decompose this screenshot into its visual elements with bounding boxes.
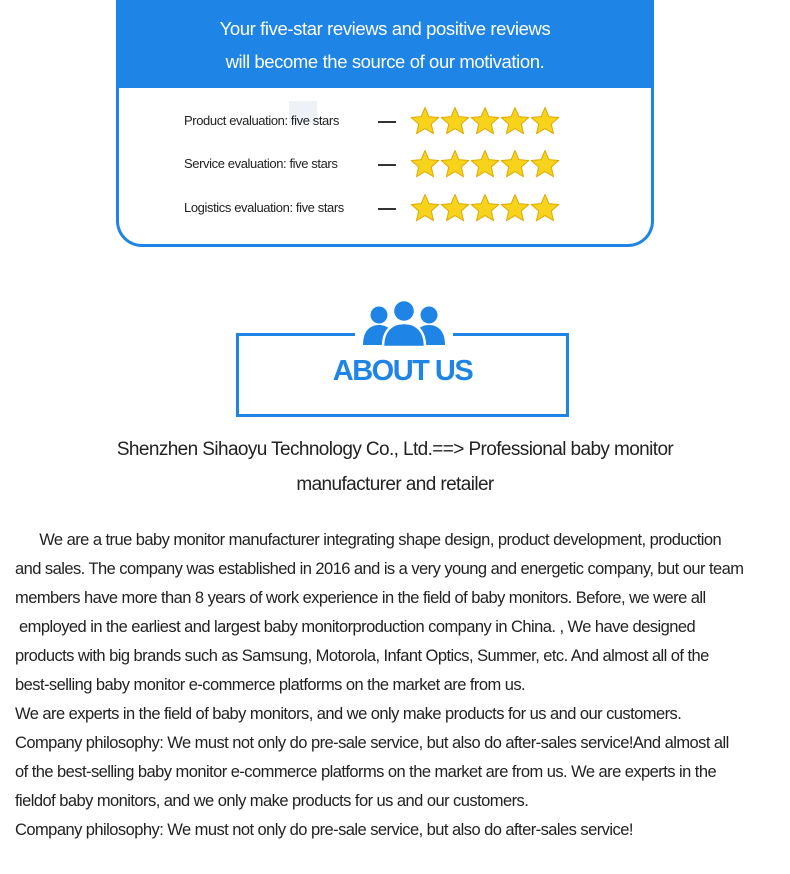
- star-icon: [470, 105, 500, 137]
- body-line: We are a true baby monitor manufacturer integrating shape design, product development, production: [15, 531, 722, 549]
- star-icon: [530, 105, 560, 137]
- review-header-line1: Your five-star reviews and positive reviews: [219, 18, 551, 39]
- star-rating: [410, 105, 560, 139]
- star-icon: [500, 105, 530, 137]
- about-body-text: [15, 526, 785, 845]
- body-line: Company philosophy: We must not only do pre-sale service, but also do after-sales service!: [15, 821, 633, 839]
- star-rating: [410, 192, 560, 226]
- review-header-line2: will become the source of our motivation.: [225, 51, 545, 72]
- body-line: members have more than 8 years of work experience in the field of baby monitors. Before, we were all: [15, 589, 706, 607]
- row-dash: [378, 164, 396, 166]
- review-header: [116, 0, 654, 88]
- body-line: We are experts in the field of baby monitors, and we only make products for us and our customers.: [15, 705, 682, 723]
- body-line: employed in the earliest and largest baby monitorproduction company in China. , We have designed: [15, 618, 696, 636]
- review-row-label: Logistics evaluation: five stars: [184, 200, 344, 215]
- row-dash: [378, 208, 396, 210]
- star-icon: [530, 148, 560, 180]
- about-us-title: ABOUT US: [332, 355, 473, 387]
- star-icon: [440, 192, 470, 224]
- star-icon: [440, 148, 470, 180]
- review-row-logistics: [184, 192, 634, 226]
- body-line: and sales. The company was established in 2016 and is a very young and energetic company, but our team: [15, 560, 744, 578]
- people-group-icon: [358, 299, 450, 347]
- row-dash: [378, 121, 396, 123]
- star-icon: [500, 192, 530, 224]
- star-icon: [500, 148, 530, 180]
- star-icon: [440, 105, 470, 137]
- body-line: products with big brands such as Samsung, Motorola, Infant Optics, Summer, etc. And almost all of the: [15, 647, 709, 665]
- star-icon: [410, 105, 440, 137]
- body-line: best-selling baby monitor e-commerce platforms on the market are from us.: [15, 676, 526, 694]
- body-line: fieldof baby monitors, and we only make products for us and our customers.: [15, 792, 529, 810]
- star-icon: [410, 148, 440, 180]
- review-row-product: [184, 105, 634, 139]
- review-row-label: Service evaluation: five stars: [184, 156, 338, 171]
- star-icon: [470, 192, 500, 224]
- star-rating: [410, 148, 560, 182]
- body-line: Company philosophy: We must not only do pre-sale service, but also do after-sales service!And almost all: [15, 734, 729, 752]
- star-icon: [470, 148, 500, 180]
- review-row-service: [184, 148, 634, 182]
- review-row-label: Product evaluation: five stars: [184, 113, 339, 128]
- company-headline: Shenzhen Sihaoyu Technology Co., Ltd.==> Professional baby monitor: [116, 439, 674, 460]
- star-icon: [410, 192, 440, 224]
- body-line: of the best-selling baby monitor e-commerce platforms on the market are from us. We are experts in the: [15, 763, 717, 781]
- star-icon: [530, 192, 560, 224]
- company-subheadline: manufacturer and retailer: [296, 474, 494, 495]
